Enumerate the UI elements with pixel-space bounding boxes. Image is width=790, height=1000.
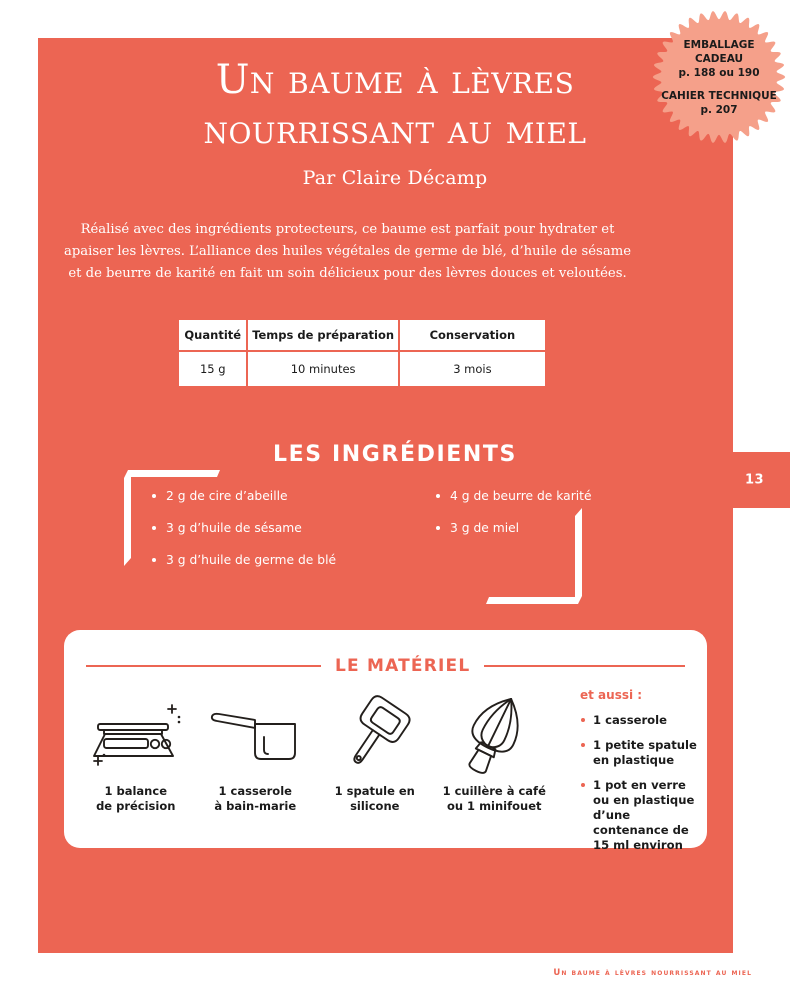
tool-item-whisk bbox=[435, 686, 555, 814]
tool-item-spatula bbox=[315, 686, 435, 814]
material-header bbox=[86, 656, 685, 676]
list-item: 3 g d’huile de sésame bbox=[150, 520, 390, 536]
list-item: 3 g d’huile de germe de blé bbox=[150, 552, 390, 568]
rule-right bbox=[484, 665, 685, 667]
ingredients-column-right bbox=[390, 488, 630, 584]
table-cell-quantity: 15 g bbox=[179, 352, 246, 386]
page-number: 13 bbox=[744, 472, 765, 488]
tool-caption bbox=[76, 784, 196, 814]
title-line-1: Un baume à lèvres bbox=[215, 57, 575, 103]
table-cell-conservation: 3 mois bbox=[400, 352, 545, 386]
table-header-quantity: Quantité bbox=[179, 320, 246, 350]
also-title: et aussi : bbox=[580, 688, 643, 702]
tool-caption-line-1: 1 balance bbox=[104, 784, 167, 798]
ingredients-list bbox=[150, 488, 630, 584]
table-header-row bbox=[179, 320, 545, 350]
badge-line-3: p. 188 ou 190 bbox=[678, 66, 760, 79]
also-section bbox=[580, 688, 702, 863]
byline: Par Claire Décamp bbox=[302, 167, 488, 189]
table-cell-prep-time: 10 minutes bbox=[248, 352, 397, 386]
list-item: 2 g de cire d’abeille bbox=[150, 488, 390, 504]
tool-caption-line-2: à bain-marie bbox=[214, 799, 297, 813]
tool-caption bbox=[315, 784, 435, 814]
tool-item-balance bbox=[76, 686, 196, 814]
recipe-info-table bbox=[177, 318, 547, 388]
list-item: 1 pot en verre ou en plastique d’une contenance de 15 ml environ bbox=[580, 778, 702, 853]
badge-line-4: CAHIER TECHNIQUE bbox=[661, 89, 777, 102]
list-item: 3 g de miel bbox=[434, 520, 630, 536]
table-header-conservation: Conservation bbox=[400, 320, 545, 350]
cross-reference-badge bbox=[650, 8, 788, 146]
tool-caption-line-2: ou 1 minifouet bbox=[446, 799, 542, 813]
tool-caption-line-1: 1 casserole bbox=[218, 784, 292, 798]
list-item: 1 casserole bbox=[580, 713, 702, 728]
badge-group-technical bbox=[661, 89, 777, 117]
badge-group-packaging bbox=[679, 38, 760, 80]
tool-caption-line-1: 1 spatule en silicone bbox=[334, 784, 415, 813]
tools-row bbox=[76, 686, 554, 814]
badge-line-5: p. 207 bbox=[700, 103, 738, 116]
table-row bbox=[179, 352, 545, 386]
material-card bbox=[64, 630, 707, 852]
list-item: 4 g de beurre de karité bbox=[434, 488, 630, 504]
ingredients-heading: LES INGRÉDIENTS bbox=[273, 442, 517, 467]
kitchen-scale-icon bbox=[76, 686, 196, 782]
badge-line-2: CADEAU bbox=[694, 52, 744, 65]
title-line-2: nourrissant au miel bbox=[203, 107, 587, 153]
badge-line-1: EMBALLAGE bbox=[683, 38, 755, 51]
rule-left bbox=[86, 665, 321, 667]
tool-caption-line-2: de précision bbox=[96, 799, 176, 813]
tool-item-casserole bbox=[196, 686, 316, 814]
list-item: 1 petite spatule en plastique bbox=[580, 738, 702, 768]
spatula-icon bbox=[315, 686, 435, 782]
material-heading: LE MATÉRIEL bbox=[335, 656, 471, 676]
intro-paragraph: Réalisé avec des ingrédients protecteurs, ce baume est parfait pour hydrater et apaiser les lèvres. L’alliance des huiles végétales de germe de blé, d’huile de sésame et de beurre de karité en fait un soin délicieux pour des lèvres douces et veloutées. bbox=[63, 222, 631, 282]
tool-caption bbox=[196, 784, 316, 814]
footer-title: Un baume à lèvres nourrissant au miel bbox=[553, 968, 752, 978]
ingredients-column-left bbox=[150, 488, 390, 584]
tool-caption-line-1: 1 cuillère à café bbox=[442, 784, 546, 798]
saucepan-icon bbox=[196, 686, 316, 782]
whisk-icon bbox=[435, 686, 555, 782]
tool-caption bbox=[435, 784, 555, 814]
table-header-prep-time: Temps de préparation bbox=[248, 320, 397, 350]
badge-text bbox=[650, 8, 788, 146]
